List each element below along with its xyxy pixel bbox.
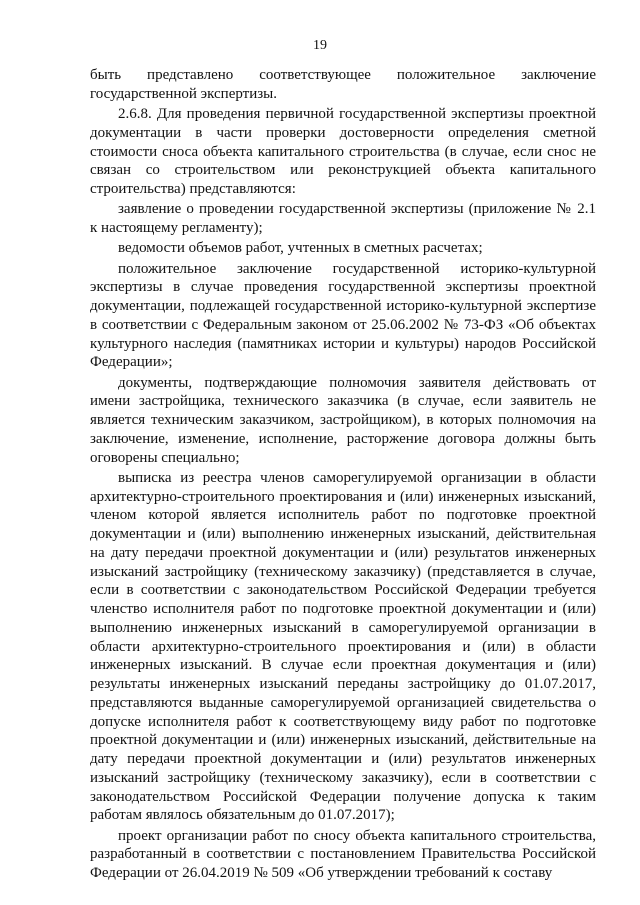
paragraph-demolition-project: проект организации работ по сносу объекта капитального строительства, разработанный в соответствии с постановлением Правительства Российской Федерации от 26.04.2019 № 509 «Об утверждении требований к составу <box>90 827 596 881</box>
paragraph-section-2-6-8: 2.6.8. Для проведения первичной государственной экспертизы проектной документации в части проверки достоверности определения сметной стоимости сноса объекта капитального строительства (в случае, если снос не связан со строительством или реконструкцией объекта капитального строительства) представляются: <box>90 106 596 197</box>
document-body <box>90 66 596 883</box>
paragraph-historical-cultural-expertise: положительное заключение государственной историко-культурной экспертизы в случае проведения государственной экспертизы проектной документации, подлежащей государственной историко-культурной экспертизе в соответствии с Федеральным законом от 25.06.2002 № 73-ФЗ «Об объектах культурного наследия (памятниках истории и культуры) народов Российской Федерации»; <box>90 260 596 371</box>
paragraph-application-statement: заявление о проведении государственной экспертизы (приложение № 2.1 к настоящему регламенту); <box>90 201 596 236</box>
paragraph-continuation: быть представлено соответствующее положительное заключение государственной экспертизы. <box>90 67 596 102</box>
paragraph-authority-documents: документы, подтверждающие полномочия заявителя действовать от имени застройщика, технического заказчика (в случае, если заявитель не является техническим заказчиком, застройщиком), в которых полномочия на заключение, изменение, исполнение, расторжение договора должны быть оговорены специально; <box>90 374 596 466</box>
paragraph-work-volume-statements: ведомости объемов работ, учтенных в сметных расчетах; <box>118 240 483 257</box>
paragraph-sro-registry-extract: выписка из реестра членов саморегулируемой организации в области архитектурно-строительного проектирования и (или) инженерных изысканий, членом которой является исполнитель работ по подготовке проектной документации и (или) выполнению инженерных изысканий, действительная на дату передачи проектной документации и (или) результатов инженерных изысканий застройщику (техническому заказчику) (представляется в случае, если в соответствии с законодательством Российской Федерации требуется членство исполнителя работ по подготовке проектной документации и (или) выполнению инженерных изысканий в саморегулируемой организации в области архитектурно-строительного проектирования и (или) в области инженерных изысканий. В случае если проектная документация и (или) результаты инженерных изысканий переданы застройщику до 01.07.2017, представляются выданные саморегулируемой организацией свидетельства о допуске исполнителя работ к соответствующему виду работ по подготовке проектной документации и (или) инженерных изысканий, действительные на дату передачи проектной документации и (или) результатов инженерных изысканий застройщику (техническому заказчику), если в соответствии с законодательством Российской Федерации получение допуска к таким работам являлось обязательным до 01.07.2017); <box>90 469 596 824</box>
page-number: 19 <box>313 38 327 53</box>
